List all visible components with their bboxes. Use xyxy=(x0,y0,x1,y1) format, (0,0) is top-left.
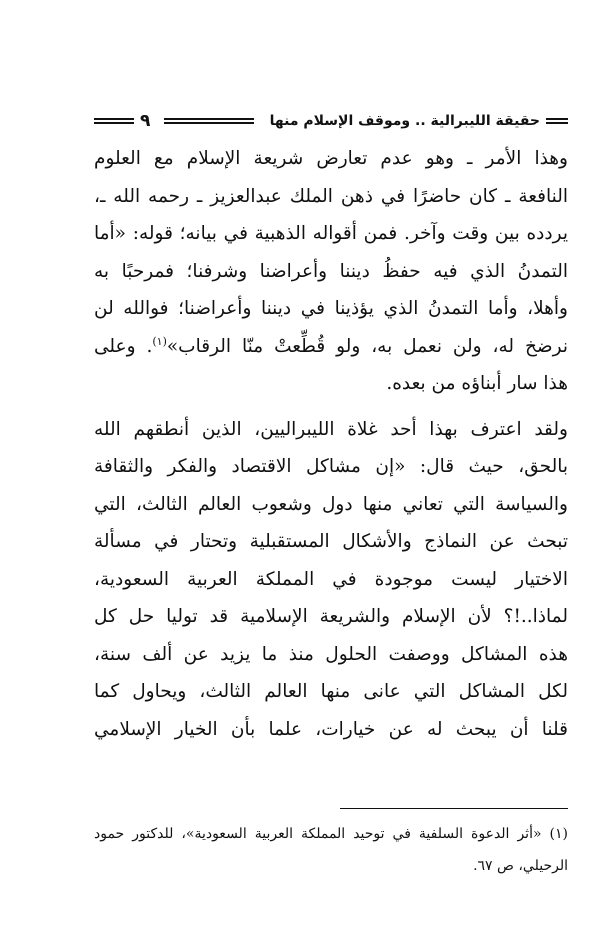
text-line: النافعة ـ كان حاضرًا في ذهن الملك عبدالعزيز ـ رحمه الله ـ، xyxy=(94,185,568,207)
footnote-separator xyxy=(340,808,568,809)
paragraph-gap xyxy=(94,403,568,411)
text-line: قلنا أن يبحث له عن خيارات، علما بأن الخيار الإسلامي xyxy=(94,718,568,740)
footnote-line: (١) «أثر الدعوة السلفية في توحيد المملكة العربية السعودية»، للدكتور حمود xyxy=(94,826,568,842)
text-line: بالحق، حيث قال: «إن مشاكل الاقتصاد والفكر والثقافة xyxy=(94,456,568,477)
footnote-marker: (١) xyxy=(152,334,167,348)
body-text xyxy=(94,140,568,748)
text-line: الاختيار ليست موجودة في المملكة العربية السعودية، xyxy=(94,568,568,590)
text-line: التمدنُ الذي فيه حفظُ ديننا وأعراضنا وشرفنا؛ فمرحبًا به xyxy=(94,260,568,282)
header-rule-left xyxy=(94,118,134,124)
text-line: وهذا الأمر ـ وهو عدم تعارض شريعة الإسلام مع العلوم xyxy=(94,148,568,169)
footnote xyxy=(94,818,568,882)
text-line: والسياسة التي تعاني منها دول وشعوب العالم الثالث، التي xyxy=(94,493,568,515)
text-line: لماذا..!؟ لأن الإسلام والشريعة الإسلامية قد توليا حل كل xyxy=(94,606,568,627)
text-line: هذه المشاكل ووصفت الحلول منذ ما يزيد عن ألف سنة، xyxy=(94,643,568,665)
text-line-with-footnote xyxy=(94,328,568,366)
text-line: هذا سار أبناؤه من بعده. xyxy=(386,373,568,394)
text-line: ولقد اعترف بهذا أحد غلاة الليبراليين، الذين أنطقهم الله xyxy=(94,418,568,440)
text-line-tail: . وعلى xyxy=(94,335,153,357)
running-header xyxy=(94,108,568,134)
text-line: وأهلا، وأما التمدنُ الذي يؤذينا في ديننا وأعراضنا؛ فوالله لن xyxy=(94,298,568,319)
text-line-part: نرضخ له، ولن نعمل به، ولو قُطِّعتْ منّا الرقاب» xyxy=(166,335,568,357)
header-rule-middle xyxy=(164,118,253,124)
text-line: لكل المشاكل التي عانى منها العالم الثالث، ويحاول كما xyxy=(94,681,568,702)
footnote-line: الرحيلي، ص ٦٧. xyxy=(473,858,568,874)
header-title: حقيقة الليبرالية .. وموقف الإسلام منها xyxy=(269,113,540,129)
text-line: تبحث عن النماذج والأشكال المستقبلية وتحتار في مسألة xyxy=(94,531,568,552)
header-rule-right xyxy=(546,118,568,124)
page-number: ٩ xyxy=(140,111,151,131)
text-line: يردده بين وقت وآخر. فمن أقواله الذهبية في بيانه؛ قوله: «أما xyxy=(94,223,568,244)
